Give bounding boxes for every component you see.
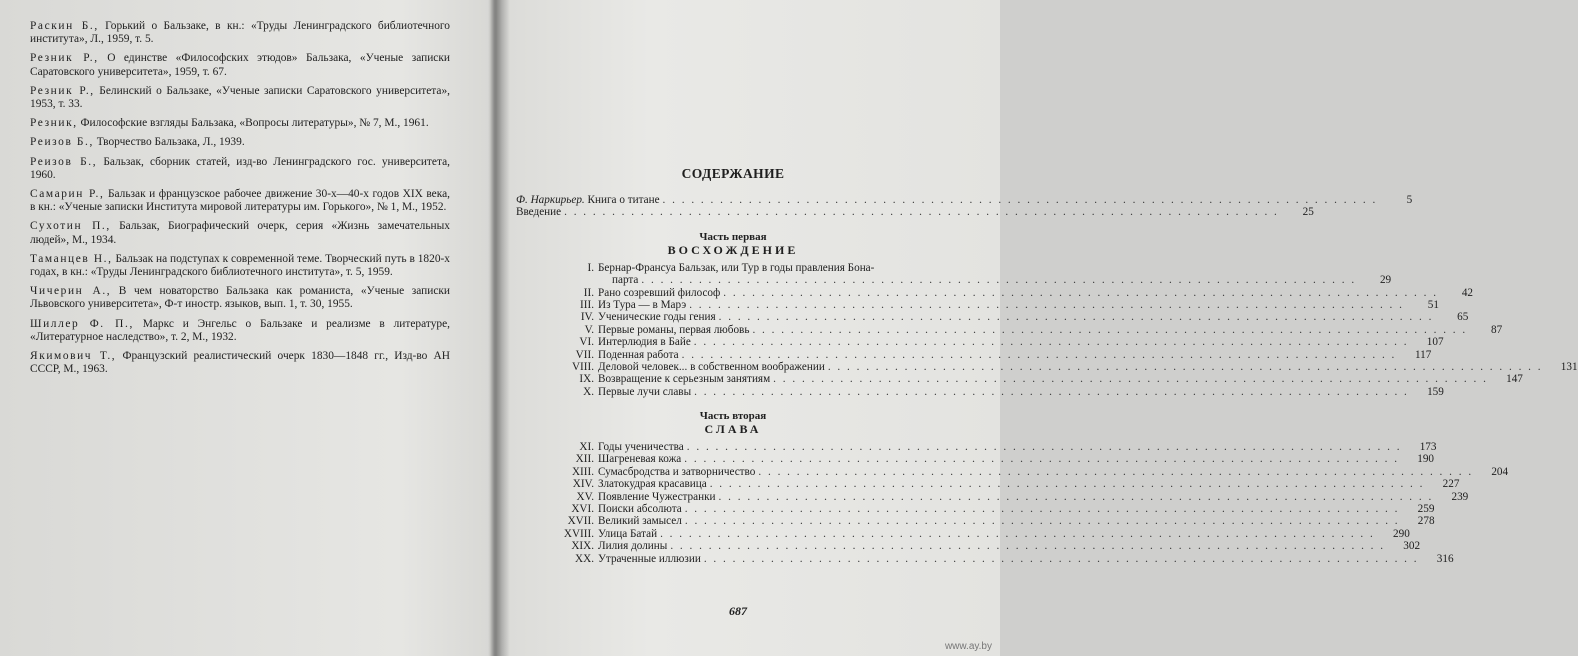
bibliography-entry — [30, 285, 450, 311]
toc-entry-label — [516, 194, 660, 206]
toc-page: 204 — [1491, 465, 1509, 478]
chapter-number: IV. — [580, 311, 594, 324]
bibliography-page — [30, 20, 450, 382]
toc-leader — [685, 515, 1400, 527]
toc-page: 239 — [1451, 490, 1469, 503]
toc-leader — [719, 491, 1434, 503]
toc-leader — [828, 361, 1543, 373]
toc-leader — [641, 274, 1356, 286]
part-one-heading: Часть первая — [699, 230, 767, 243]
entry-text: Белинский о Бальзаке, «Ученые записки Саратовского университета», 1953, т. 33. — [30, 84, 450, 111]
toc-chapter — [512, 298, 1439, 311]
toc-front-entry — [512, 206, 1314, 219]
toc-entry-label: Введение — [516, 206, 562, 219]
chapter-number: XI. — [579, 441, 594, 454]
chapter-number: VI. — [579, 336, 594, 349]
toc-leader — [689, 299, 1404, 311]
toc-leader — [663, 194, 1378, 206]
toc-chapter — [512, 373, 1523, 386]
contents-page — [512, 166, 1578, 565]
chapter-title: Деловой человек... в собственном воображении — [598, 360, 825, 373]
entry-text: Горький о Бальзаке, в кн.: «Труды Ленинградского библиотечного института», Л., 1959, т. 5. — [30, 20, 450, 46]
entry-text: О единстве «Философских этюдов» Бальзака, «Ученые записки Саратовского университета», 1959, т. 67. — [30, 52, 450, 78]
toc-page: 87 — [1491, 323, 1503, 336]
chapter-title: Возвращение к серьезным занятиям — [598, 373, 771, 386]
toc-page: 259 — [1417, 503, 1435, 516]
chapter-title: Появление Чужестранки — [598, 490, 716, 503]
chapter-number: XVII. — [567, 515, 594, 528]
toc-chapter — [512, 503, 1435, 516]
chapter-title-line: парта — [612, 274, 639, 287]
toc-leader — [704, 553, 1419, 565]
entry-author: Самарин Р., — [30, 188, 105, 201]
chapter-number: VII. — [575, 348, 594, 361]
chapter-number: IX. — [579, 373, 594, 386]
chapter-title-line: Бернар-Франсуа Бальзак, или Тур в годы правления Бона- — [598, 261, 875, 274]
bibliography-entry — [30, 136, 450, 149]
entry-author: Резник, — [30, 117, 78, 130]
chapter-number: II. — [583, 286, 594, 299]
toc-leader — [758, 466, 1473, 478]
entry-author: Реизов Б., — [30, 155, 98, 168]
toc-chapter — [512, 311, 1469, 324]
chapter-number: XIX. — [571, 540, 594, 553]
toc-leader — [773, 373, 1488, 385]
chapter-title: Поденная работа — [598, 348, 679, 361]
toc-chapter — [512, 360, 1578, 373]
contents-title: СОДЕРЖАНИЕ — [681, 166, 785, 181]
entry-author: Реизов Б., — [30, 136, 94, 149]
toc-page: 131 — [1560, 360, 1578, 373]
entry-author: Резник Р., — [30, 52, 99, 65]
toc-chapter — [512, 348, 1432, 361]
chapter-title: Сумасбродства и затворничество — [598, 465, 756, 478]
toc-chapter — [512, 515, 1435, 528]
toc-front-entry — [512, 193, 1413, 206]
toc-leader — [682, 349, 1397, 361]
part-two-heading: Часть вторая — [699, 410, 767, 423]
toc-chapter — [512, 453, 1435, 466]
entry-author: Таманцев Н., — [30, 252, 113, 265]
chapter-number: X. — [583, 385, 594, 398]
toc-leader — [564, 206, 1279, 218]
entry-text: Бальзак на подступах к современной теме. Творческий путь в 1820-х годах, в кн.: «Труды Ленинградского библиотечного института», т. 5, 1959. — [30, 252, 451, 279]
chapter-title: Поиски абсолюта — [598, 503, 682, 516]
chapter-number: XVI. — [571, 503, 594, 516]
chapter-number: XX. — [575, 552, 594, 565]
book-gutter — [488, 0, 502, 656]
toc-page: 173 — [1419, 441, 1437, 454]
toc-page: 117 — [1414, 348, 1432, 361]
toc-page: 290 — [1393, 527, 1410, 540]
bibliography-entry — [30, 52, 450, 78]
toc-page: 278 — [1417, 515, 1435, 528]
chapter-number: XII. — [575, 453, 594, 466]
entry-author: Раскин Б., — [30, 20, 99, 32]
toc-chapter — [512, 552, 1454, 565]
toc-leader — [719, 311, 1434, 323]
toc-page: 147 — [1506, 373, 1523, 386]
toc-leader — [660, 528, 1375, 540]
chapter-title: Интерлюдия в Байе — [598, 336, 691, 349]
toc-page: 65 — [1457, 311, 1469, 324]
toc-chapter — [512, 323, 1503, 336]
toc-page: 25 — [1302, 206, 1314, 219]
toc-leader — [723, 287, 1438, 299]
bibliography-entry — [30, 220, 450, 246]
entry-author: Якимович Т., — [30, 350, 117, 363]
toc-chapter — [512, 490, 1469, 503]
entry-text: Бальзак, сборник статей, изд-во Ленинградского гос. университета, 1960. — [30, 155, 450, 181]
toc-leader — [684, 453, 1399, 465]
chapter-title: Улица Батай — [598, 527, 658, 540]
chapter-title: Лилия долины — [598, 540, 668, 553]
toc-chapter — [512, 336, 1444, 349]
toc-page: 42 — [1461, 286, 1474, 299]
toc-chapter — [512, 385, 1444, 398]
toc-leader — [710, 478, 1425, 490]
bibliography-entry — [30, 20, 450, 46]
toc-leader — [670, 540, 1385, 552]
bibliography-entry — [30, 318, 450, 344]
toc-chapter — [512, 540, 1421, 553]
entry-author: Шиллер Ф. П., — [30, 317, 134, 330]
toc-leader — [687, 441, 1402, 453]
toc-leader — [685, 503, 1400, 515]
toc-page: 107 — [1426, 336, 1444, 349]
part-one-title: ВОСХОЖДЕНИЕ — [667, 242, 799, 257]
chapter-number: I. — [587, 261, 594, 274]
chapter-title: Первые романы, первая любовь — [598, 323, 750, 336]
chapter-number: V. — [584, 323, 594, 336]
toc-leader — [694, 336, 1409, 348]
chapter-number: XIV. — [572, 478, 594, 491]
toc-front-title: Книга о титане — [587, 193, 660, 206]
toc-chapter — [512, 527, 1410, 540]
chapter-title: Из Тура — в Марэ — [598, 298, 687, 311]
chapter-title: Первые лучи славы — [598, 385, 692, 398]
chapter-title: Шагреневая кожа — [598, 453, 682, 466]
toc-leader — [694, 386, 1409, 398]
toc-page: 190 — [1417, 453, 1435, 466]
bibliography-entry — [30, 156, 450, 182]
entry-author: Резник Р., — [30, 84, 95, 97]
entry-text: Маркс и Энгельс о Бальзаке и реализме в литературе, «Литературное наследство», т. 2, М., 1932. — [30, 317, 450, 343]
toc-page: 302 — [1403, 540, 1421, 553]
bibliography-entry — [30, 253, 450, 279]
entry-text: В чем новаторство Бальзака как романиста, «Ученые записки Львовского университета», Ф-т иностр. языков, вып. 1, т. 30, 1955. — [30, 285, 451, 311]
toc-chapter — [512, 261, 1392, 287]
toc-page: 51 — [1427, 298, 1439, 311]
entry-text: Бальзак, Биографический очерк, серия «Жизнь замечательных людей», М., 1934. — [30, 220, 451, 246]
entry-text: Бальзак и французское рабочее движение 30-х—40-х годов XIX века, в кн.: «Ученые записки Института мировой литературы им. Горького», № 1, М., 1952. — [30, 188, 450, 214]
chapter-number: III. — [580, 298, 594, 311]
part-two-title: СЛАВА — [704, 422, 762, 437]
watermark: www.ay.by — [944, 641, 992, 652]
entry-text: Творчество Бальзака, Л., 1939. — [93, 136, 245, 149]
toc-page: 227 — [1442, 478, 1460, 491]
toc-front-author: Ф. Наркирьер. — [516, 193, 585, 206]
toc-chapter — [512, 465, 1509, 478]
entry-text: Французский реалистический очерк 1830—1848 гг., Изд-во АН СССР, М., 1963. — [30, 350, 450, 376]
chapter-title: Рано созревший философ — [598, 286, 721, 299]
toc-page: 316 — [1436, 552, 1454, 565]
toc-page: 5 — [1406, 193, 1413, 206]
chapter-number: XVIII. — [563, 527, 594, 540]
toc-leader — [752, 324, 1467, 336]
bibliography-entry — [30, 350, 450, 376]
toc-chapter — [512, 286, 1474, 299]
bibliography-entry — [30, 117, 450, 130]
entry-author: Сухотин П., — [30, 220, 111, 233]
page-number: 687 — [729, 604, 747, 618]
bibliography-entry — [30, 188, 450, 214]
chapter-number: XV. — [576, 490, 594, 503]
toc-chapter — [512, 441, 1437, 454]
entry-author: Чичерин А., — [30, 285, 112, 298]
chapter-title: Годы ученичества — [598, 441, 684, 454]
chapter-number: XIII. — [571, 465, 594, 478]
chapter-title: Ученические годы гения — [598, 311, 716, 324]
chapter-title: Великий замысел — [598, 515, 682, 528]
toc-page: 159 — [1427, 385, 1444, 398]
toc-chapter — [512, 478, 1460, 491]
chapter-number: VIII. — [571, 360, 594, 373]
toc-page: 29 — [1379, 274, 1392, 287]
entry-text: Философские взгляды Бальзака, «Вопросы литературы», № 7, М., 1961. — [77, 117, 429, 130]
chapter-title: Утраченные иллюзии — [598, 552, 701, 565]
bibliography-entry — [30, 85, 450, 111]
chapter-title: Златокудрая красавица — [598, 478, 707, 491]
